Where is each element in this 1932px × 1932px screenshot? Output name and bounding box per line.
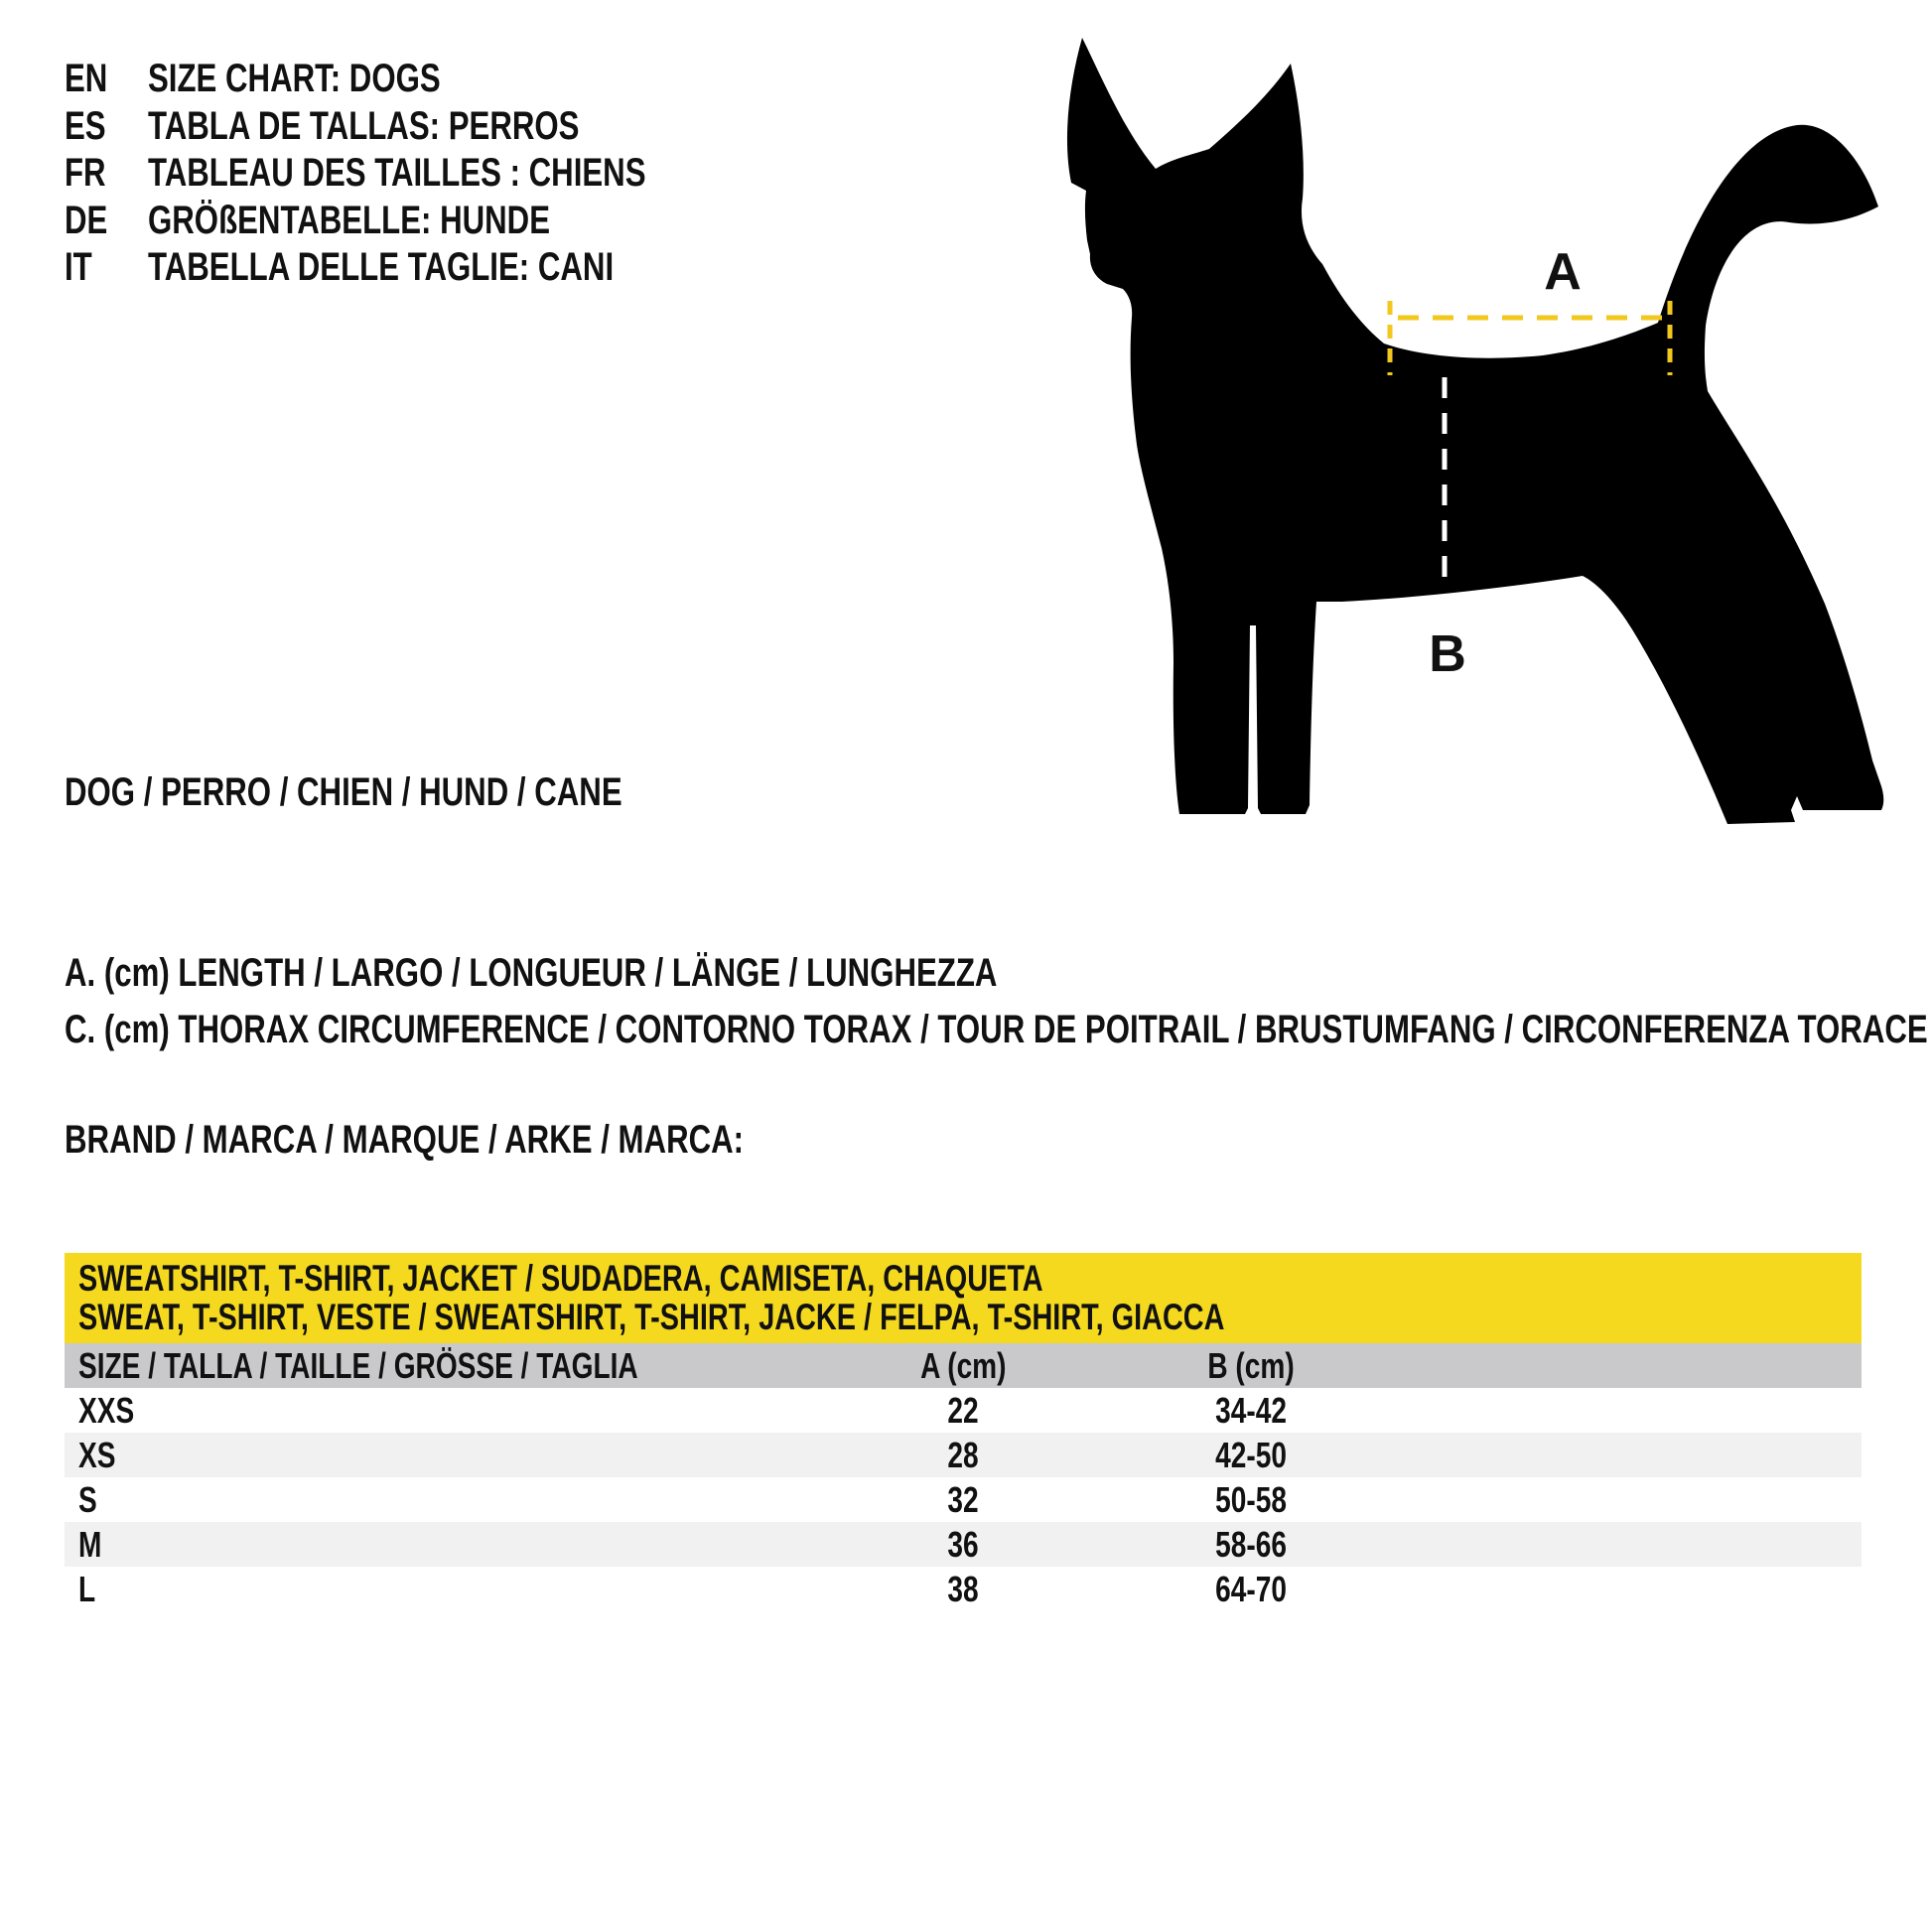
language-code: DE [65,198,108,242]
language-code: EN [65,57,108,101]
table-header-row [65,1343,1862,1388]
size-a-value: 38 [947,1568,979,1609]
legend-line-a: A. (cm) LENGTH / LARGO / LONGUEUR / LÄNGE / LUNGHEZZA [65,951,998,995]
language-code: FR [65,151,106,196]
language-row-es [65,103,786,151]
language-row-de [65,198,786,245]
size-row-xxs [65,1388,1862,1433]
language-title-list [65,56,786,292]
language-row-fr [65,150,786,198]
language-title: GRÖßENTABELLE: HUNDE [148,198,551,242]
size-b-value: 42-50 [1214,1434,1287,1475]
language-code: ES [65,103,106,148]
size-label: L [78,1568,96,1609]
size-table [65,1253,1862,1611]
legend-line-c: C. (cm) THORAX CIRCUMFERENCE / CONTORNO TORAX / TOUR DE POITRAIL / BRUSTUMFANG / CIRCONFERENZA TORACE [65,1008,1928,1051]
size-label: XXS [78,1389,135,1431]
language-row-it [65,244,786,292]
measure-b-label: B [1429,625,1466,683]
language-title: SIZE CHART: DOGS [148,57,441,101]
garment-type-line-1: SWEATSHIRT, T-SHIRT, JACKET / SUDADERA, CAMISETA, CHAQUETA [78,1258,1043,1299]
dog-caption: DOG / PERRO / CHIEN / HUND / CANE [65,770,622,814]
size-row-s [65,1477,1862,1522]
size-label: XS [78,1434,116,1475]
size-row-l [65,1567,1862,1611]
language-title: TABELLA DELLE TAGLIE: CANI [148,245,615,290]
size-row-xs [65,1433,1862,1477]
size-row-m [65,1522,1862,1567]
brand-line: BRAND / MARCA / MARQUE / ARKE / MARCA: [65,1118,745,1162]
size-b-value: 64-70 [1214,1568,1287,1609]
language-row-en [65,56,786,103]
measurement-legend [65,945,1932,1058]
dog-silhouette-svg [1044,28,1898,832]
size-label: M [78,1523,102,1565]
column-header-a: A (cm) [919,1344,1007,1386]
language-title: TABLA DE TALLAS: PERROS [148,103,580,148]
measure-a-label: A [1544,243,1582,301]
size-b-value: 34-42 [1214,1389,1287,1431]
language-title: TABLEAU DES TAILLES : CHIENS [148,151,646,196]
size-b-value: 50-58 [1214,1478,1287,1520]
column-header-b: B (cm) [1206,1344,1295,1386]
size-a-value: 36 [947,1523,979,1565]
dog-silhouette [1067,38,1883,824]
language-code: IT [65,245,92,290]
size-a-value: 28 [947,1434,979,1475]
dog-measurement-diagram [1044,28,1898,832]
column-header-size: SIZE / TALLA / TAILLE / GRÖSSE / TAGLIA [78,1344,638,1386]
garment-type-line-2: SWEAT, T-SHIRT, VESTE / SWEATSHIRT, T-SHIRT, JACKE / FELPA, T-SHIRT, GIACCA [78,1296,1225,1337]
size-b-value: 58-66 [1214,1523,1287,1565]
size-label: S [78,1478,97,1520]
size-a-value: 32 [947,1478,979,1520]
garment-type-band [65,1253,1862,1343]
size-a-value: 22 [947,1389,979,1431]
